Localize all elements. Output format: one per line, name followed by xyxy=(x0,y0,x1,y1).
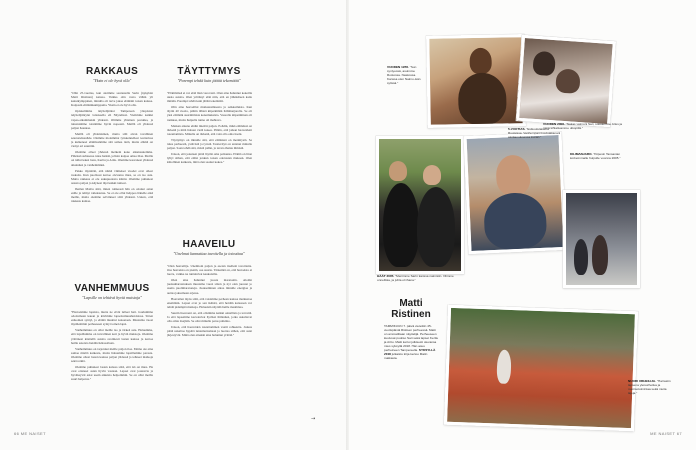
tayttymys-title: TÄYTTYMYS xyxy=(177,66,241,77)
caption-text: "Nakas vaimoni Sari, sokoiemme Arles ja minä kihlattuamme ulkopiilä." xyxy=(543,122,623,130)
right-folio: ME NAISET 67 xyxy=(650,431,682,436)
photo-kilimanjaro xyxy=(563,190,640,288)
photo-couple-2008 xyxy=(516,35,616,127)
figure-silhouette xyxy=(389,161,407,181)
caption-kilimanjaro xyxy=(570,153,630,161)
haaveilu-heading xyxy=(166,239,252,256)
figure-silhouette xyxy=(417,187,455,267)
bio-lead: SYKSYLLÄ 2018 xyxy=(384,348,436,356)
photo-wedding xyxy=(376,136,464,274)
caption-lead: NUORI URHEILIJA. xyxy=(628,379,657,383)
matti-last-name: Ristinen xyxy=(391,309,431,320)
vanhemmuus-paragraph: "Haaveimme lapsista, mutta ne eivät tulleet heti. Jouduimme odottamaan kauan ja kävimme lapsettomuushoidoissa. Sitten esikoinen syntyi, ja elämä muuttui kokonaan. Muutama vuosi myöhemmin perheeseen syntyi toinen lapsi. xyxy=(71,310,153,327)
continue-arrow-icon: → xyxy=(311,416,316,422)
figure-silhouette xyxy=(483,192,547,251)
caption-text: "Menimme Sarin kanssa naimisiin. Olimme onnellisia, ja juhla oli ihana." xyxy=(377,274,454,282)
vanhemmuus-paragraph: Vanhemmuus on tarjonnut meille paljon iloa. Emme ole aina samaa mieltä kaikesta, mutta haluamme lapsillemme parasta. Olemme olleet lasten kanssa paljon yhdessä ja tehneet matkoja sekä retkiä. xyxy=(71,346,153,364)
figure-silhouette xyxy=(469,48,491,74)
figure-silhouette xyxy=(495,154,531,195)
caption-lead: VUODEN 2008. xyxy=(543,122,565,126)
rakkaus-paragraph: Ihailen Mattia siitä, miten rohkeasti hän on ottanut asian esille ja tehnyt ratkaisunsa. Se ei ole ollut helppoa hänelle eikä meille, mutta olemme selvinneet siitä yhdessä. Uskon, että rakkaus kantaa. xyxy=(71,186,153,204)
caption-text: "Kiipesin Tansanian korkeimmalle huipulle vuonna 2005." xyxy=(570,152,621,160)
rakkaus-paragraph: "Olin 25-vuotias, kun aloimme seurustella Sarin (nykyisin Matti Ristinen) kanssa. Vaikka olin vasta vähän yli kaksikymppinen, minulla oli tarve jakaa elämäni toisen kanssa. Kaipasin elämänkumppania. Yksin ei ole hyvä olla. xyxy=(71,91,153,108)
caption-lead: HÄÄT 2005. xyxy=(377,274,395,278)
tayttymys-heading xyxy=(166,66,252,83)
caption-text: "Esikoululaisena Ruotsissa. Vanhempani kouluaikanani aloittamuksessa kuvan." xyxy=(508,127,561,139)
caption-1978 xyxy=(387,66,425,86)
figure-silhouette xyxy=(574,239,588,275)
figure-silhouette xyxy=(592,235,608,275)
rakkaus-subtitle: "Yksin ei ole hyvä olla" xyxy=(92,78,132,83)
figure-silhouette xyxy=(383,183,419,267)
vanhemmuus-heading xyxy=(71,283,153,300)
figure-silhouette xyxy=(423,165,441,185)
bio-text: TAMMIKUUN 7. päivä vietettiin 45-vuotispäiviä Ristisen perheessä. Matti on ammatiltaan näyttelijä. Perheeseen kuuluvat puoliso Sari sekä lapset Kerttu ja Arttu. Matti kertoi julkisesti olevansa mies syksyllä 2018. Hän asuu perheineen Tampereella. xyxy=(384,324,439,352)
tayttymys-paragraph: Olin aina haaveillut matkustamisesta ja seikkailuista. Kun täytin 40 vuotta, päätin lähteä kiipeämään Kilimanjarolle. Se oli yksi elämäni suurimmista kokemuksista. Vuorelle kiipeäminen oli rankkaa, mutta huipulla tunne oli mahtava. xyxy=(167,105,252,122)
photo-child-5yo xyxy=(463,132,566,254)
tayttymys-paragraph: Uskon, että jokaisen pitää löytää oma polkunsa. Elämä on liian lyhyt siihen, että eläisi jonkun toisen odotusten mukaan. Olen kiitollinen kaikesta, mitä olen saanut kokea." xyxy=(167,152,252,165)
haaveilu-paragraph: Suurin haaveeni on, että olisimme kaikki onnellisia ja terveitä. Ja että lapsemme kasvaisivat hyviksi ihmisiksi, jotka uskaltavat olla omia itsejään. Se olisi minulle paras palkinto. xyxy=(167,310,252,324)
caption-lead: KILIMANJARO. xyxy=(570,152,593,156)
figure-silhouette xyxy=(555,68,581,94)
haaveilu-paragraph: Olen aina halunnut juosta maratonin. Aloitin juoksuharrastuksen muutama vuosi sitten ja nyt olen juossut jo useita puolimaratoneja. Juokseminen antaa minulle energiaa ja auttaa jaksamaan arjessa. xyxy=(167,278,252,295)
vanhemmuus-paragraph: Vanhemmuus on ollut meille iso ja tärkeä asia. Haluamme, että lapsillamme on turvallinen koti ja hyviä muistoja. Olemme yrittäneet käsitellä asioita avoimesti lasten kanssa ja kertoa heille asioista heidän ikätasollaan. xyxy=(71,328,153,345)
rakkaus-paragraph: Opiskelimme näyttelijöiksi Tampereen yliopiston näyttelijäntyön laitoksella eli Näytelissä. Vietimme kaikki vapaa-aikammekin yhdessä. Olimme yhteinen porukka, ja tutustuimme toisiimme hyvin nopeasti. Meillä oli yhdessä paljon hauskaa. xyxy=(71,109,153,130)
matti-bio xyxy=(384,324,440,360)
rakkaus-body xyxy=(71,91,153,273)
vanhemmuus-paragraph: Olemme puhuneet lasten kanssa siitä, että isä on mies. He ovat ottaneet asian hyvin vastaan. Lapset ovat joustavia ja hyväksyvät asiat usein aikuisia helpommin. Se on ollut meille suuri helpotus." xyxy=(71,365,153,382)
matti-first-name: Matti xyxy=(399,298,423,309)
haaveilu-body xyxy=(167,264,252,422)
tayttymys-subtitle: "Parempi tehdä kuin jättää tekemättä" xyxy=(177,78,241,83)
rakkaus-paragraph: Pakko myöntää, että nämä viimeiset vuodet ovat olleet raskaita. Kun puolisosi kertoo olevansa mies, se on iso asia. Mutta rakkaus ei ole sukupuolesta kiinni. Olemme puhuneet asiasta paljon ja käyneet läpi kaikki tunteet. xyxy=(71,168,153,185)
matti-heading xyxy=(383,298,439,320)
bio-tail: julkaistu kirja kertoo Matin matkasta. xyxy=(384,352,428,360)
vanhemmuus-body xyxy=(71,310,153,422)
tayttymys-paragraph: "Elämäänsä ei voi elää liian varovasti. Olen aina halunnut kokeilla uusia asioita. Olen yrittänyt elää niin, että en jälkikäteen kadu mitään. Parempi tehdä kuin jättää tekemättä. xyxy=(167,91,252,104)
figure-silhouette xyxy=(458,72,507,125)
caption-lead: VUODEN 1978. xyxy=(387,65,409,69)
left-page xyxy=(0,0,347,450)
caption-athlete xyxy=(628,380,674,396)
rakkaus-title: RAKKAUS xyxy=(85,66,139,77)
rakkaus-paragraph: Olemme olleet yhdessä melkein koko aikuisuutemme. Pitkässä suhteessa tulee hetkiä, jolloin kaipaa omaa tilaa. Meille on tullut kaksi lasta, Kerttu ja Arttu. Olemme kasvaneet yhdessä aikuisiksi ja vanhemmiksi. xyxy=(71,150,153,167)
tayttymys-paragraph: Täyttymys on minulle sitä, että elämässä on merkitystä. Se tulee perheestä, ystävistä ja työstä. Teatterityö on antanut minulle paljon. Saan tehdä sitä, mistä pidän, ja tavata ihania ihmisiä. xyxy=(167,137,252,151)
caption-lead: 5-VUOTIAS. xyxy=(508,127,526,131)
figure-silhouette xyxy=(532,51,556,76)
vanhemmuus-title: VANHEMMUUS xyxy=(74,283,150,294)
haaveilu-paragraph: "Olen haaveilija. Unelmoin paljon ja asetan itselleni tavoitteita. Osa haaveista on pieniä, osa suuria. Tärkeintä on, että haaveista ei luovu, vaikka ne tuntuisivat kaukaisilta. xyxy=(167,264,252,277)
tayttymys-paragraph: Matkan aikana ehdin miettiä paljon. Pohdin, mikä elämässä on tärkeää ja mitä haluan vielä kokea. Päätin, että jatkan haaveideni toteuttamista. Minulle on tärkeää, että voin olla oma itseni. xyxy=(167,123,252,136)
vanhemmuus-subtitle: "Lapsille on tehtävä hyviä muistoja" xyxy=(82,295,142,300)
caption-wedding xyxy=(377,275,459,283)
haaveilu-paragraph: Haaveilen myös siitä, että voisimme perheen kanssa matkustaa enemmän. Lapset ovat jo sen ikäisiä, että heidän kanssaan voi tehdä pidempiä matkoja. Haluaisin näyttää heille maailmaa. xyxy=(167,296,252,309)
rakkaus-heading xyxy=(72,66,152,83)
figure-silhouette xyxy=(496,349,511,383)
caption-text: "Sun syntyessä, asuimme Rostossa. Naskossa. Kanssa olen Naimo-isän sylissä." xyxy=(387,65,421,85)
haaveilu-subtitle: "Unelmat kannattaa tavoitella ja toteuttaa" xyxy=(173,251,245,256)
rakkaus-paragraph: Meillä oli yhdenlainen, mutta silti aivan tavallinen seurustelusuhde. Olemme molemmat työskennelleet teatterissa ja kulkeneet elämässämme sitä samaa tietä, mutta elämä on vienyt eri suuntiin. xyxy=(71,131,153,149)
photo-young-athlete xyxy=(444,305,638,432)
caption-text: "Harrastin lapsena yleisurheilua ja nuorisotoimintaa sekä muita lajeja." xyxy=(628,379,671,395)
caption-5yo xyxy=(508,128,562,140)
photo-baby-1978 xyxy=(426,34,526,128)
tayttymys-body xyxy=(167,91,252,233)
haaveilu-title: HAAVEILU xyxy=(182,239,236,250)
left-folio: 66 ME NAISET xyxy=(14,431,46,436)
haaveilu-paragraph: Uskon, että haaveiden toteuttaminen vaatii rohkeutta. Joskus pitää uskaltaa hypätä tuntemattomaan ja luottaa siihen, että asiat järjestyvät. Minä olen ainakin aina halunnut yrittää." xyxy=(167,325,252,338)
